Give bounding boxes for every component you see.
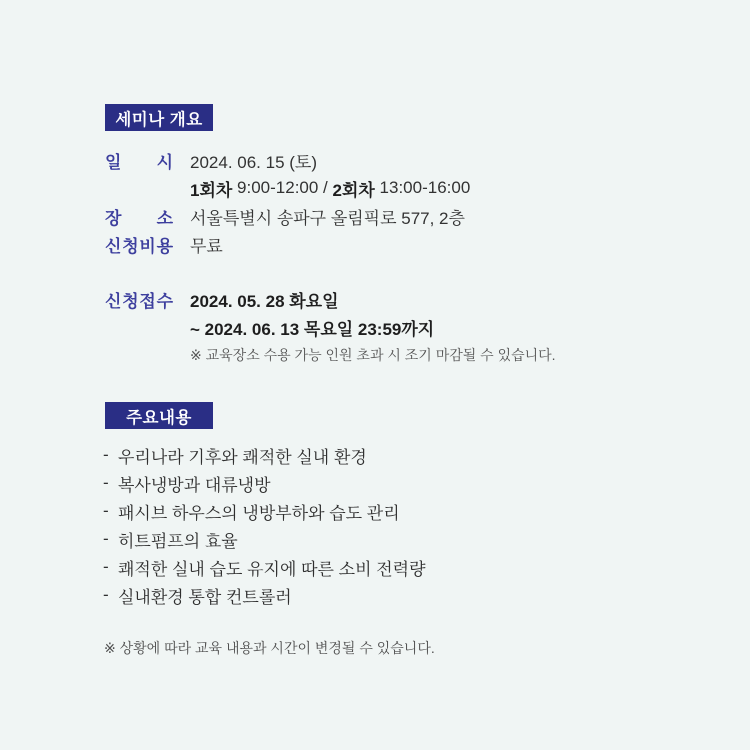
field-label-place: 장 소 (105, 208, 173, 228)
topic-bullet: - (103, 557, 109, 576)
session-2-time: 13:00-16:00 (374, 178, 471, 197)
session-1-label: 1회차 (190, 180, 233, 200)
field-label-fee: 신 청 비 용 (105, 236, 173, 256)
session-2-label: 2회차 (332, 180, 375, 200)
field-value-sessions (190, 174, 470, 202)
topic-item (103, 553, 426, 581)
overview-info (105, 146, 470, 258)
topic-text: 쾌적한 실내 습도 유지에 따른 소비 전력량 (118, 559, 426, 579)
field-label-date: 일 시 (105, 152, 173, 172)
change-notice-note: ※ 상황에 따라 교육 내용과 시간이 변경될 수 있습니다. (104, 640, 435, 656)
topic-bullet: - (103, 585, 109, 604)
topic-text: 히트펌프의 효율 (118, 531, 238, 551)
field-value-place: 서울특별시 송파구 올림픽로 577, 2층 (190, 208, 465, 228)
field-value-fee: 무료 (190, 236, 223, 256)
field-label-apply: 신 청 접 수 (105, 291, 173, 311)
topic-item (103, 497, 426, 525)
topic-bullet: - (103, 529, 109, 548)
topic-bullet: - (103, 473, 109, 492)
topic-item (103, 525, 426, 553)
session-1-time: 9:00-12:00 / (232, 178, 333, 197)
topic-text: 패시브 하우스의 냉방부하와 습도 관리 (118, 503, 400, 523)
topic-item (103, 469, 426, 497)
apply-start-date: 2024. 05. 28 화요일 (190, 291, 339, 311)
topic-item (103, 441, 426, 469)
section-badge-label: 세미나 개요 (115, 110, 203, 129)
topic-text: 우리나라 기후와 쾌적한 실내 환경 (118, 447, 367, 467)
section-badge-main-topics (105, 402, 213, 429)
apply-info (105, 285, 556, 369)
topic-bullet: - (103, 501, 109, 520)
topic-text: 실내환경 통합 컨트롤러 (118, 587, 292, 607)
section-badge-seminar-overview (105, 104, 213, 131)
topic-item (103, 581, 426, 609)
topics-list (103, 441, 426, 609)
apply-end-date: ~ 2024. 06. 13 목요일 23:59까지 (190, 319, 435, 339)
topic-bullet: - (103, 445, 109, 464)
topic-text: 복사냉방과 대류냉방 (118, 475, 271, 495)
field-value-date: 2024. 06. 15 (토) (190, 152, 317, 172)
section-badge-label: 주요내용 (126, 408, 192, 427)
apply-note: ※ 교육장소 수용 가능 인원 초과 시 조기 마감될 수 있습니다. (190, 347, 556, 363)
